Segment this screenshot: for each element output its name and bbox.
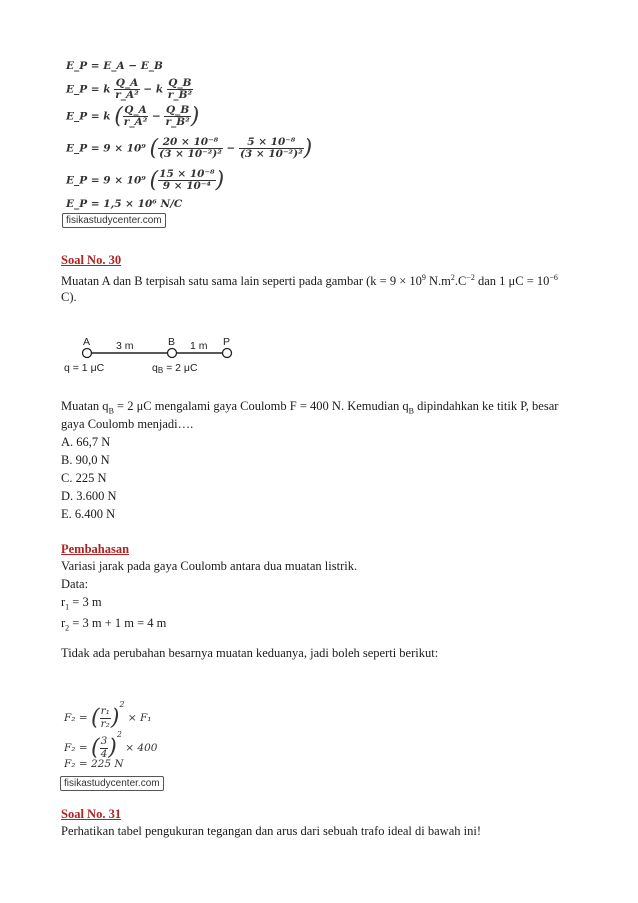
eq2-line-3: F₂ = 225 N [64, 758, 124, 770]
question-30-heading[interactable]: Soal No. 30 [61, 253, 122, 267]
question-30-text: Muatan A dan B terpisah satu sama lain seperti pada gambar ($k = 9 \times 10^9$ $N.m^2.C^{-2}$ dan 1 $\mu C = 10^{-6}$ [61, 273, 558, 289]
eq-line-2: E_P = k $\frac{Q\_A}{\text{r\_A²}}$ − k $\frac{Q\_B}{\text{r\_B²}}$ [66, 77, 193, 102]
label-A: A [83, 336, 91, 348]
watermark-stamp-2: fisikastudycenter.com [60, 776, 164, 791]
question-30-stem-cont: gaya Coulomb menjadi…. [61, 417, 194, 431]
point-P [223, 349, 232, 358]
question-31-text: Perhatikan tabel pengukuran tegangan dan arus dari sebuah trafo ideal di bawah ini! [61, 824, 481, 838]
question-31-heading[interactable]: Soal No. 31 [61, 807, 122, 821]
label-B: B [168, 336, 176, 348]
eq-line-1: E_P = E_A − E_B [66, 60, 163, 72]
eq-line-4: E_P = 9 × 10⁹ ( $\frac{\text{20 × 10⁻⁸}}{\text{(3 × 10⁻²)²}}$ − $\frac{\text{5 × 10⁻⁸}}{\text{(3 × 10⁻²)²}}$ ) [66, 135, 313, 161]
pembahasan-line-1: Variasi jarak pada gaya Coulomb antara dua muatan listrik. [61, 559, 358, 573]
option-e: E. 6.400 N [61, 507, 116, 521]
eq-line-6: E_P = 1,5 × 10⁶ N/C [66, 198, 183, 210]
question-30-stem: Muatan $q_B = 2$ μC mengalami gaya Coulomb F = 400 N. Kemudian $q_B$ dipindahkan ke titik P, besar [61, 399, 559, 416]
eq2-line-1: F₂ = ( $\frac{\text{r₁}}{\text{r₂}}$ )$^2$ × F₁ [64, 700, 152, 731]
option-a: A. 66,7 N [61, 435, 111, 449]
charge-A-point [83, 349, 92, 358]
pembahasan-line-2: Data: [61, 577, 89, 591]
option-c: C. 225 N [61, 471, 107, 485]
distance-BP: 1 m [190, 340, 208, 352]
question-30-text-cont: C). [61, 290, 77, 304]
option-b: B. 90,0 N [61, 453, 110, 467]
pembahasan-r1: $r_1 = 3$ m [61, 595, 102, 612]
pembahasan-heading[interactable]: Pembahasan [61, 542, 130, 556]
option-d: D. 3.600 N [61, 489, 117, 503]
charge-B-point [168, 349, 177, 358]
charge-diagram [60, 333, 260, 378]
charge-B-label: qB = 2 μC [152, 362, 198, 375]
distance-AB: 3 m [116, 340, 134, 352]
pembahasan-line-5: Tidak ada perubahan besarnya muatan keduanya, jadi boleh seperti berikut: [61, 646, 439, 660]
eq-line-5: E_P = 9 × 10⁹ ( $\frac{\text{15 × 10⁻⁸}}{\text{9 × 10⁻⁴}}$ ) [66, 167, 225, 193]
eq2-line-2: F₂ = ( $\frac{3}{4}$ )$^2$ × 400 [64, 730, 158, 761]
pembahasan-r2: $r_2 = 3$ m + 1 m = 4 m [61, 616, 167, 633]
charge-A-label: q = 1 μC [64, 362, 105, 374]
eq-line-3: E_P = k ( $\frac{Q\_A}{\text{r\_A²}}$ − $\frac{Q\_B}{\text{r\_B²}}$ ) [66, 103, 200, 129]
label-P: P [223, 336, 231, 348]
watermark-stamp: fisikastudycenter.com [62, 213, 166, 228]
